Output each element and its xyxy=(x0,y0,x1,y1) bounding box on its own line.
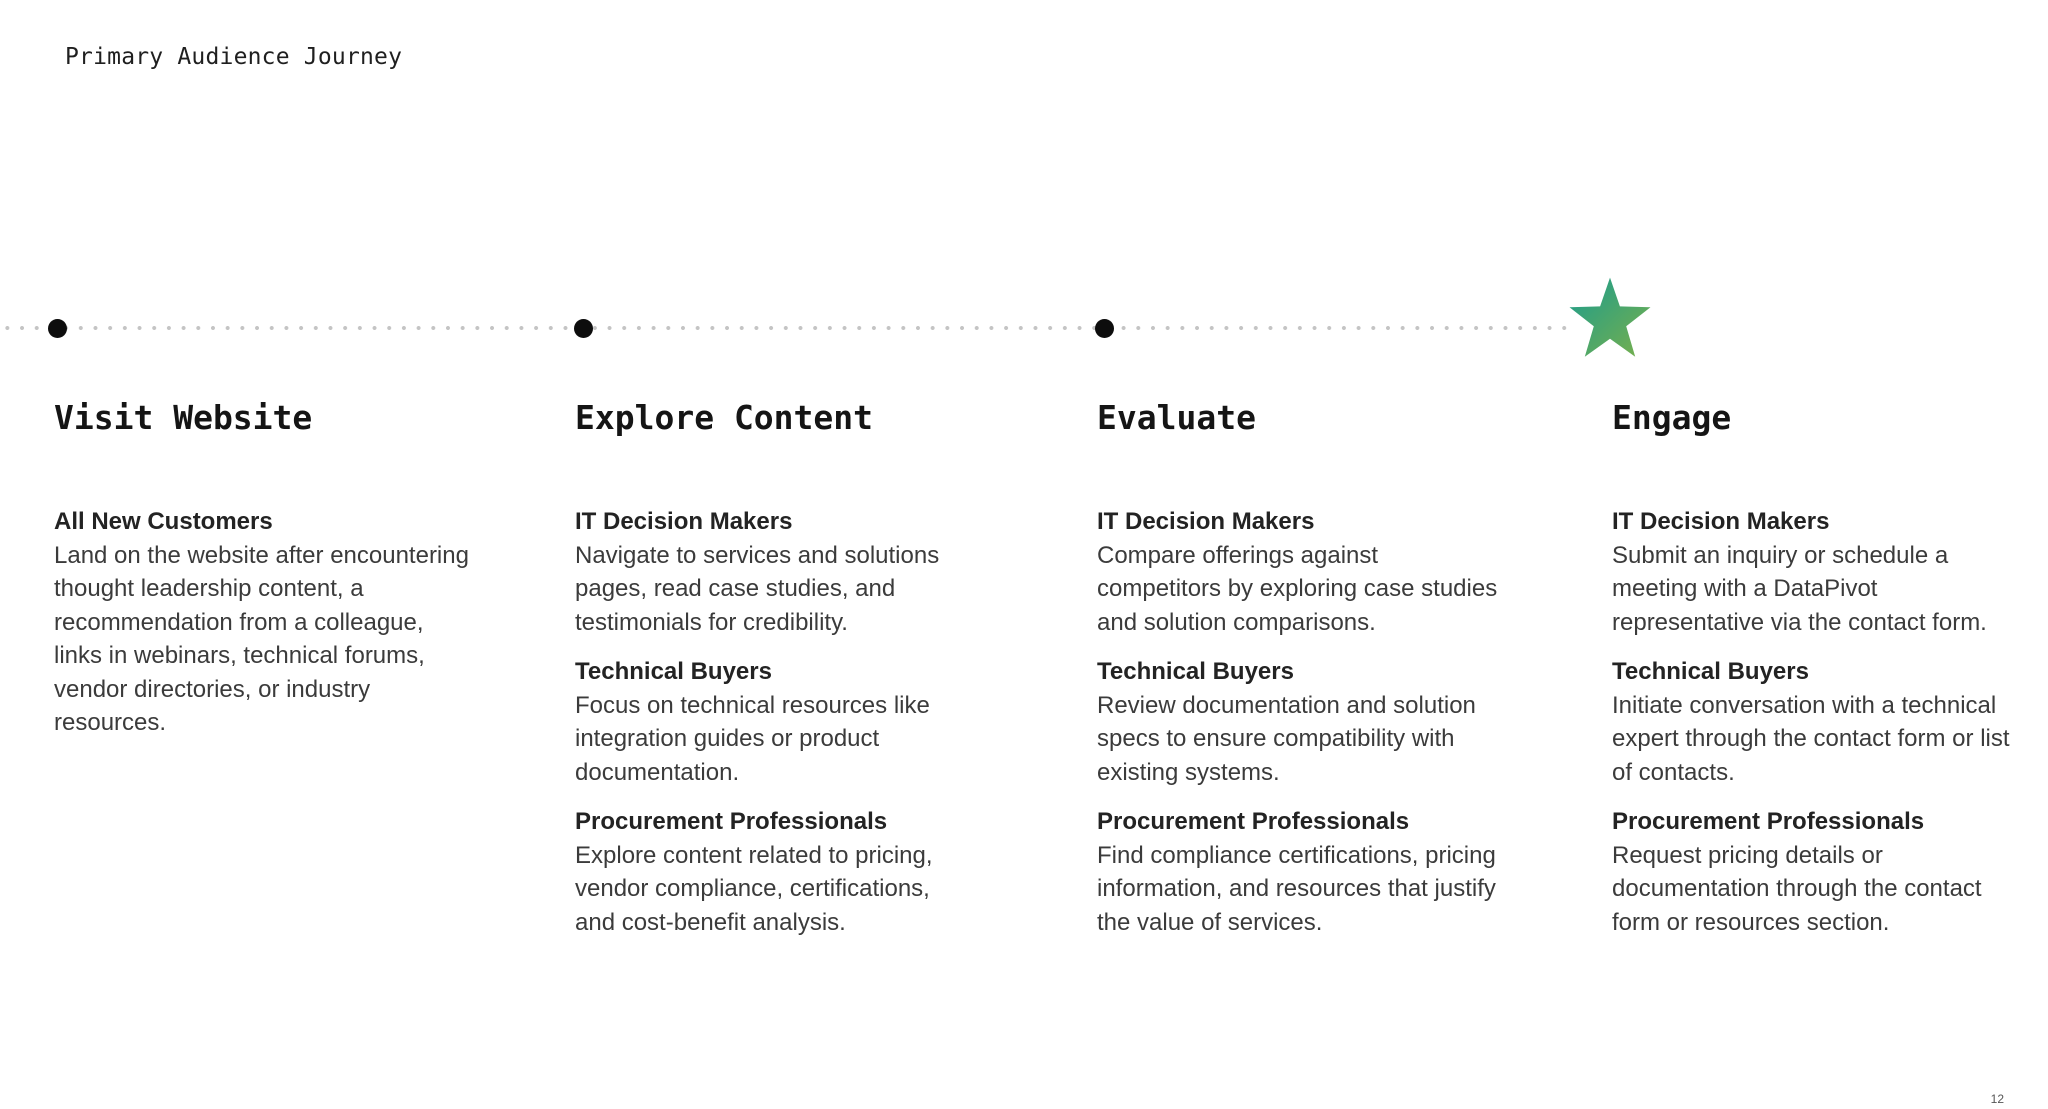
audience-name: IT Decision Makers xyxy=(1097,508,1315,535)
audience-desc: Review documentation and solution specs to ensure compatibility with existing systems. xyxy=(1097,691,1476,786)
goal-star-icon xyxy=(1562,274,1658,364)
audience-desc: Focus on technical resources like integration guides or product documentation. xyxy=(575,691,930,786)
audience-name: Technical Buyers xyxy=(1097,658,1294,685)
audience-block xyxy=(1612,655,2032,789)
stage-title: Evaluate xyxy=(1097,398,1256,437)
timeline-track xyxy=(0,326,1575,330)
audience-desc: Request pricing details or documentation through the contact form or resources section. xyxy=(1612,841,1982,936)
audience-block xyxy=(54,505,524,740)
milestone-dot-evaluate xyxy=(1095,319,1114,338)
stage-engage xyxy=(1612,398,2032,955)
stage-explore-content xyxy=(575,398,995,955)
audience-desc: Find compliance certifications, pricing information, and resources that justify the value of services. xyxy=(1097,841,1496,936)
audience-desc: Explore content related to pricing, vendor compliance, certifications, and cost-benefit analysis. xyxy=(575,841,933,936)
audience-name: Technical Buyers xyxy=(1612,658,1809,685)
audience-block xyxy=(1612,505,2032,639)
audience-block xyxy=(575,505,995,639)
audience-name: IT Decision Makers xyxy=(1612,508,1830,535)
audience-name: IT Decision Makers xyxy=(575,508,793,535)
audience-block xyxy=(1097,805,1517,939)
stage-title: Engage xyxy=(1612,398,1732,437)
milestone-dot-explore-content xyxy=(574,319,593,338)
stage-title: Explore Content xyxy=(575,398,874,437)
stage-visit-website xyxy=(54,398,524,756)
audience-desc: Initiate conversation with a technical expert through the contact form or list of contacts. xyxy=(1612,691,2010,786)
stage-evaluate xyxy=(1097,398,1517,955)
audience-block xyxy=(575,805,995,939)
slide-title: Primary Audience Journey xyxy=(65,44,403,70)
audience-block xyxy=(1097,655,1517,789)
audience-desc: Compare offerings against competitors by exploring case studies and solution comparisons. xyxy=(1097,541,1498,636)
milestone-dot-visit-website xyxy=(48,319,67,338)
audience-name: Procurement Professionals xyxy=(1612,808,1925,835)
stage-title: Visit Website xyxy=(54,398,313,437)
audience-name: Technical Buyers xyxy=(575,658,772,685)
audience-name: All New Customers xyxy=(54,508,273,535)
audience-desc: Land on the website after encountering thought leadership content, a recommendation from a colleague, links in webinars, technical forums, vendor directories, or industry resources. xyxy=(54,541,469,736)
audience-name: Procurement Professionals xyxy=(1097,808,1410,835)
audience-desc: Navigate to services and solutions pages, read case studies, and testimonials for credibility. xyxy=(575,541,940,636)
page-number: 12 xyxy=(1990,1092,2004,1106)
audience-block xyxy=(1612,805,2032,939)
audience-desc: Submit an inquiry or schedule a meeting with a DataPivot representative via the contact form. xyxy=(1612,541,1987,636)
audience-block xyxy=(575,655,995,789)
audience-block xyxy=(1097,505,1517,639)
audience-name: Procurement Professionals xyxy=(575,808,888,835)
